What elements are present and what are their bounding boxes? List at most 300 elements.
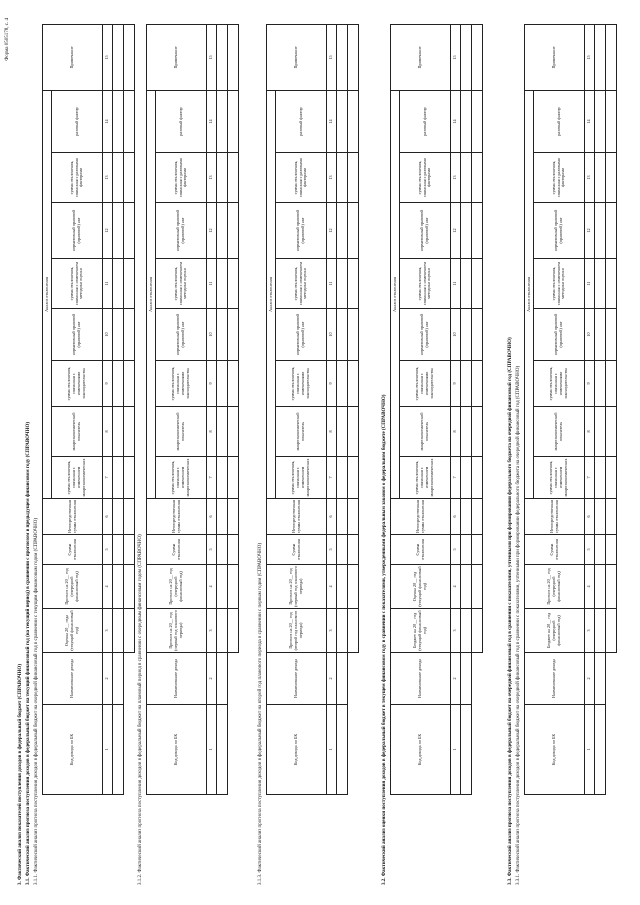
total-cell [348,609,359,653]
column-subheader: сумма отклонения, связанная с разовыми факторами [276,153,327,203]
data-cell[interactable] [595,361,606,407]
data-cell[interactable] [217,259,228,309]
total-cell [348,653,359,705]
column-header: Код дохода по БК [43,705,103,795]
column-number: 3 [585,609,595,653]
column-number: 6 [585,499,595,535]
column-subheader: сумма отклонения, связанная с изменением методики оценки [156,259,207,309]
column-number: 14 [585,91,595,153]
data-cell[interactable] [595,457,606,499]
column-number: 5 [327,535,337,565]
data-cell[interactable] [113,565,124,609]
column-subheader: макроэкономический показатель [52,407,103,457]
data-cell[interactable] [461,153,472,203]
total-cell [228,361,239,407]
total-cell [228,499,239,535]
column-header: Сумма отклонения [391,535,451,565]
total-cell [348,535,359,565]
column-subheader: сумма отклонения, связанная с изменением макроэкономических [400,457,451,499]
column-number: 6 [103,499,113,535]
total-cell [606,609,617,653]
column-number: 12 [585,203,595,259]
column-subheader: сумма отклонения, связанная с изменением макроэкономических [534,457,585,499]
group-header: Анализ отклонения [391,91,400,499]
column-subheader: сумма отклонения, связанная с изменением методики оценки [400,259,451,309]
column-subheader: нормативный правовой (правовой) акт [534,309,585,361]
data-cell[interactable] [337,565,348,609]
data-cell[interactable] [461,407,472,457]
column-subheader: сумма отклонения, связанная с изменениями законодательства [534,361,585,407]
data-cell[interactable] [217,457,228,499]
total-cell [606,361,617,407]
column-number: 13 [207,153,217,203]
column-subheader: разовый фактор [52,91,103,153]
total-cell [228,259,239,309]
data-cell[interactable] [113,653,124,705]
column-header-note: Примечание [267,25,327,91]
data-cell[interactable] [217,705,228,795]
total-cell [606,259,617,309]
column-header: Оценка 20__ год (текущий финансовый год) [391,565,451,609]
column-number: 1 [103,705,113,795]
column-number: 7 [103,457,113,499]
section-title: 3.1.2. Фактический анализ прогноза поступления доходов в федеральный бюджет на плановый период в сравнении с очередным финансовым годом (СПРАВОЧНО) [138,534,143,885]
column-number: 6 [327,499,337,535]
column-number: 13 [585,153,595,203]
data-cell[interactable] [337,653,348,705]
column-subheader: сумма отклонения, связанная с изменениями законодательства [276,361,327,407]
data-cell[interactable] [595,609,606,653]
data-cell[interactable] [337,705,348,795]
data-cell[interactable] [461,565,472,609]
data-cell[interactable] [337,309,348,361]
main-heading: 3. Фактический анализ показателей поступления доходов в федеральный бюджет (СПРАВОЧНО) [18,664,23,885]
total-cell [228,653,239,705]
total-cell [228,457,239,499]
column-subheader: макроэкономический показатель [400,407,451,457]
data-cell[interactable] [217,25,228,91]
column-header: Сумма отклонения [147,535,207,565]
column-header: Непосредственная сумма отклонения [267,499,327,535]
data-cell[interactable] [113,609,124,653]
column-number: 14 [103,91,113,153]
data-cell[interactable] [595,705,606,795]
column-number: 9 [327,361,337,407]
column-subheader: сумма отклонения, связанная с разовыми факторами [400,153,451,203]
total-cell [472,203,483,259]
total-cell [606,153,617,203]
column-header: Код дохода по БК [391,705,451,795]
column-header: Код дохода по БК [267,705,327,795]
analysis-table [146,24,239,795]
data-cell[interactable] [217,203,228,259]
data-cell[interactable] [461,25,472,91]
column-number: 2 [451,653,461,705]
total-cell [348,203,359,259]
total-cell[interactable] [606,25,617,91]
group-header: Анализ отклонения [147,91,156,499]
column-number: 4 [103,565,113,609]
column-number: 13 [451,153,461,203]
column-number: 1 [207,705,217,795]
total-cell [228,609,239,653]
data-cell[interactable] [595,259,606,309]
data-cell[interactable] [113,153,124,203]
column-header: Наименование дохода [525,653,585,705]
column-header-note: Примечание [525,25,585,91]
data-cell[interactable] [217,535,228,565]
total-cell [606,203,617,259]
data-cell[interactable] [337,91,348,153]
data-cell[interactable] [595,91,606,153]
data-cell[interactable] [113,259,124,309]
data-cell[interactable] [595,153,606,203]
data-cell[interactable] [461,609,472,653]
data-cell[interactable] [595,653,606,705]
total-cell [348,91,359,153]
column-number: 8 [207,407,217,457]
column-subheader: сумма отклонения, связанная с изменением методики оценки [276,259,327,309]
column-header: Наименование дохода [267,653,327,705]
column-number: 15 [585,25,595,91]
column-subheader: разовый фактор [534,91,585,153]
total-cell [472,309,483,361]
total-cell [348,153,359,203]
total-cell [472,259,483,309]
analysis-table [390,24,483,795]
column-subheader: разовый фактор [156,91,207,153]
total-cell [228,309,239,361]
report-section [372,0,492,905]
data-cell[interactable] [217,653,228,705]
column-number: 2 [585,653,595,705]
data-cell[interactable] [461,653,472,705]
data-cell[interactable] [113,705,124,795]
column-header: Прогноз на 20__ год (первый год планового периода) [267,565,327,609]
column-number: 8 [451,407,461,457]
column-number: 12 [451,203,461,259]
total-cell [472,609,483,653]
column-header: Сумма отклонения [267,535,327,565]
total-cell [472,499,483,535]
total-cell [472,91,483,153]
data-cell[interactable] [461,203,472,259]
total-cell [472,361,483,407]
form-code: Форма 0505178, с. 4 [5,18,10,61]
section-subtitle: 3.3.1. Фактический анализ прогноза поступления доходов в федеральный бюджет на очередной финансовый год в сравнении с показателями, учтенными при формировании федерального бюджета на очередной финансовый год (СПРАВОЧНО) [516,365,521,885]
data-cell[interactable] [113,457,124,499]
column-subheader: нормативный правовой (правовой) акт [276,309,327,361]
data-cell[interactable] [113,25,124,91]
section-title: 3.3. Фактический анализ прогноза поступления доходов в федеральный бюджет на очередной финансовый год в сравнении с показателями, учтенными при формировании федерального бюджета на очередной финансовый год (СПРАВОЧНО) [508,337,513,885]
column-subheader: разовый фактор [276,91,327,153]
total-cell [228,535,239,565]
total-cell [606,705,617,795]
data-cell[interactable] [217,407,228,457]
column-number: 7 [585,457,595,499]
column-subheader: нормативный правовой (правовой) акт [400,203,451,259]
column-subheader: нормативный правовой (правовой) акт [156,309,207,361]
column-header: Прогноз на 20__ год (второй год планового периода) [267,609,327,653]
total-cell [472,407,483,457]
column-subheader: сумма отклонения, связанная с изменениями законодательства [52,361,103,407]
column-number: 6 [451,499,461,535]
column-number: 11 [451,259,461,309]
total-cell[interactable] [228,25,239,91]
data-cell[interactable] [595,25,606,91]
column-subheader: сумма отклонения, связанная с разовыми факторами [156,153,207,203]
total-cell [606,653,617,705]
data-cell[interactable] [461,499,472,535]
section-title: 3.2. Фактический анализ оценки поступления доходов в федеральный бюджет в текущем финансовом году в сравнении с показателями, утвержденными федеральным законом о федеральном бюджете (СПРАВОЧНО) [382,394,387,885]
column-number: 11 [327,259,337,309]
report-section [248,0,368,905]
data-cell[interactable] [113,203,124,259]
data-cell[interactable] [461,259,472,309]
column-header: Прогноз на 20__ год (очередной финансовый год) [525,565,585,609]
column-number: 12 [327,203,337,259]
column-subheader: сумма отклонения, связанная с изменениями законодательства [400,361,451,407]
total-cell [348,407,359,457]
total-cell [606,565,617,609]
column-number: 14 [207,91,217,153]
column-subheader: сумма отклонения, связанная с изменением макроэкономических [156,457,207,499]
column-header-note: Примечание [147,25,207,91]
total-cell [472,705,483,795]
column-subheader: макроэкономический показатель [534,407,585,457]
column-header: Наименование дохода [391,653,451,705]
data-cell[interactable] [461,457,472,499]
data-cell[interactable] [217,609,228,653]
total-cell [228,705,239,795]
column-subheader: макроэкономический показатель [156,407,207,457]
column-number: 5 [451,535,461,565]
column-number: 11 [207,259,217,309]
data-cell[interactable] [337,25,348,91]
column-number: 4 [327,565,337,609]
group-header: Анализ отклонения [267,91,276,499]
data-cell[interactable] [337,153,348,203]
group-header: Анализ отклонения [525,91,534,499]
column-number: 11 [103,259,113,309]
data-cell[interactable] [337,361,348,407]
column-header: Прогноз на 20__ год (очередной финансовый год) [43,565,103,609]
data-cell[interactable] [595,565,606,609]
data-cell[interactable] [217,309,228,361]
data-cell[interactable] [461,309,472,361]
column-header: Бюджет на 20__ год (текущий финансовый год) [391,609,451,653]
data-cell[interactable] [217,153,228,203]
total-cell [606,499,617,535]
data-cell[interactable] [337,457,348,499]
data-cell[interactable] [113,361,124,407]
column-header: Сумма отклонения [525,535,585,565]
data-cell[interactable] [595,203,606,259]
column-number: 10 [327,309,337,361]
column-number: 10 [451,309,461,361]
total-cell [472,153,483,203]
column-subheader: нормативный правовой (правовой) акт [400,309,451,361]
column-header-note: Примечание [391,25,451,91]
data-cell[interactable] [595,499,606,535]
column-subheader: нормативный правовой (правовой) акт [52,309,103,361]
data-cell[interactable] [113,407,124,457]
data-cell[interactable] [595,309,606,361]
data-cell[interactable] [461,91,472,153]
column-number: 15 [103,25,113,91]
total-cell [606,91,617,153]
total-cell[interactable] [348,25,359,91]
data-cell[interactable] [337,499,348,535]
column-subheader: сумма отклонения, связанная с изменениями законодательства [156,361,207,407]
total-cell [348,705,359,795]
column-number: 7 [451,457,461,499]
column-subheader: сумма отклонения, связанная с изменением методики оценки [534,259,585,309]
column-number: 11 [585,259,595,309]
total-cell [472,535,483,565]
column-number: 9 [451,361,461,407]
column-subheader: нормативный правовой (правовой) акт [156,203,207,259]
data-cell[interactable] [113,91,124,153]
column-header: Наименование дохода [43,653,103,705]
total-cell [606,407,617,457]
total-cell [228,203,239,259]
column-number: 3 [327,609,337,653]
column-number: 4 [207,565,217,609]
analysis-table [524,24,617,795]
column-header: Непосредственная сумма отклонения [147,499,207,535]
column-number: 3 [451,609,461,653]
column-subheader: сумма отклонения, связанная с изменением методики оценки [52,259,103,309]
column-number: 7 [207,457,217,499]
column-number: 8 [103,407,113,457]
data-cell[interactable] [461,361,472,407]
subheading: 3.1. Фактический анализ прогноза поступления доходов в федеральный бюджет на текущий финансовый год (на текущий период) в сравнении с прогнозом в предыдущем финансовом году (СПРАВОЧНО) [26,421,31,885]
column-header: Прогноз на 20__ год (очередной финансовый год) [147,565,207,609]
column-header: Наименование дохода [147,653,207,705]
total-cell [228,153,239,203]
column-header: Непосредственная сумма отклонения [43,499,103,535]
column-number: 14 [327,91,337,153]
column-number: 12 [207,203,217,259]
total-cell[interactable] [472,25,483,91]
total-cell [606,309,617,361]
column-number: 3 [207,609,217,653]
total-cell [472,457,483,499]
column-number: 15 [207,25,217,91]
total-cell [348,457,359,499]
column-header: Оценка 20__ года (текущий финансовый год) [43,609,103,653]
data-cell[interactable] [217,565,228,609]
data-cell[interactable] [217,91,228,153]
data-cell[interactable] [337,259,348,309]
column-number: 10 [585,309,595,361]
section-title: 3.1.1. Фактический анализ прогноза поступления доходов в федеральный бюджет на очередной финансовый год в сравнении с текущим финансовым годом (СПРАВОЧНО) [34,518,39,885]
analysis-table [266,24,359,795]
data-cell[interactable] [595,407,606,457]
total-cell [228,91,239,153]
column-number: 13 [327,153,337,203]
data-cell[interactable] [337,535,348,565]
total-cell [472,565,483,609]
column-number: 5 [103,535,113,565]
column-number: 1 [585,705,595,795]
column-number: 7 [327,457,337,499]
column-header-note: Примечание [43,25,103,91]
analysis-table [42,24,135,795]
total-cell [228,407,239,457]
report-section [8,0,128,905]
column-number: 6 [207,499,217,535]
column-number: 9 [103,361,113,407]
column-subheader: сумма отклонения, связанная с изменением макроэкономических [276,457,327,499]
column-number: 5 [585,535,595,565]
column-number: 2 [103,653,113,705]
column-number: 2 [207,653,217,705]
column-number: 10 [207,309,217,361]
total-cell [348,361,359,407]
report-section [128,0,248,905]
column-subheader: нормативный правовой (правовой) акт [534,203,585,259]
column-number: 15 [327,25,337,91]
column-subheader: макроэкономический показатель [276,407,327,457]
total-cell [348,499,359,535]
column-header: Сумма отклонения [43,535,103,565]
data-cell[interactable] [217,361,228,407]
report-section [498,0,618,905]
column-subheader: сумма отклонения, связанная с разовыми факторами [52,153,103,203]
data-cell[interactable] [113,309,124,361]
column-subheader: сумма отклонения, связанная с разовыми факторами [534,153,585,203]
column-subheader: нормативный правовой (правовой) акт [276,203,327,259]
column-number: 8 [585,407,595,457]
total-cell [348,565,359,609]
section-title: 3.1.3. Фактический анализ прогноза поступления доходов в федеральный бюджет на второй год планового периода в сравнении с первым годом (СПРАВОЧНО) [258,542,263,885]
column-number: 14 [451,91,461,153]
data-cell[interactable] [113,535,124,565]
total-cell [348,259,359,309]
total-cell [228,565,239,609]
column-number: 3 [103,609,113,653]
column-header: Непосредственная сумма отклонения [391,499,451,535]
total-cell [348,309,359,361]
column-number: 4 [451,565,461,609]
data-cell[interactable] [595,535,606,565]
column-header: Код дохода по БК [525,705,585,795]
data-cell[interactable] [461,535,472,565]
column-header: Бюджет на 20__ год (очередной финансовый год) [525,609,585,653]
column-subheader: сумма отклонения, связанная с изменением макроэкономических [52,457,103,499]
data-cell[interactable] [217,499,228,535]
column-number: 8 [327,407,337,457]
data-cell[interactable] [337,203,348,259]
column-number: 9 [585,361,595,407]
column-header: Непосредственная сумма отклонения [525,499,585,535]
column-number: 15 [451,25,461,91]
data-cell[interactable] [113,499,124,535]
column-subheader: разовый фактор [400,91,451,153]
total-cell [606,535,617,565]
data-cell[interactable] [461,705,472,795]
group-header: Анализ отклонения [43,91,52,499]
data-cell[interactable] [337,609,348,653]
column-number: 1 [451,705,461,795]
column-subheader: нормативный правовой (правовой) акт [52,203,103,259]
column-number: 2 [327,653,337,705]
column-number: 12 [103,203,113,259]
data-cell[interactable] [337,407,348,457]
total-cell [472,653,483,705]
